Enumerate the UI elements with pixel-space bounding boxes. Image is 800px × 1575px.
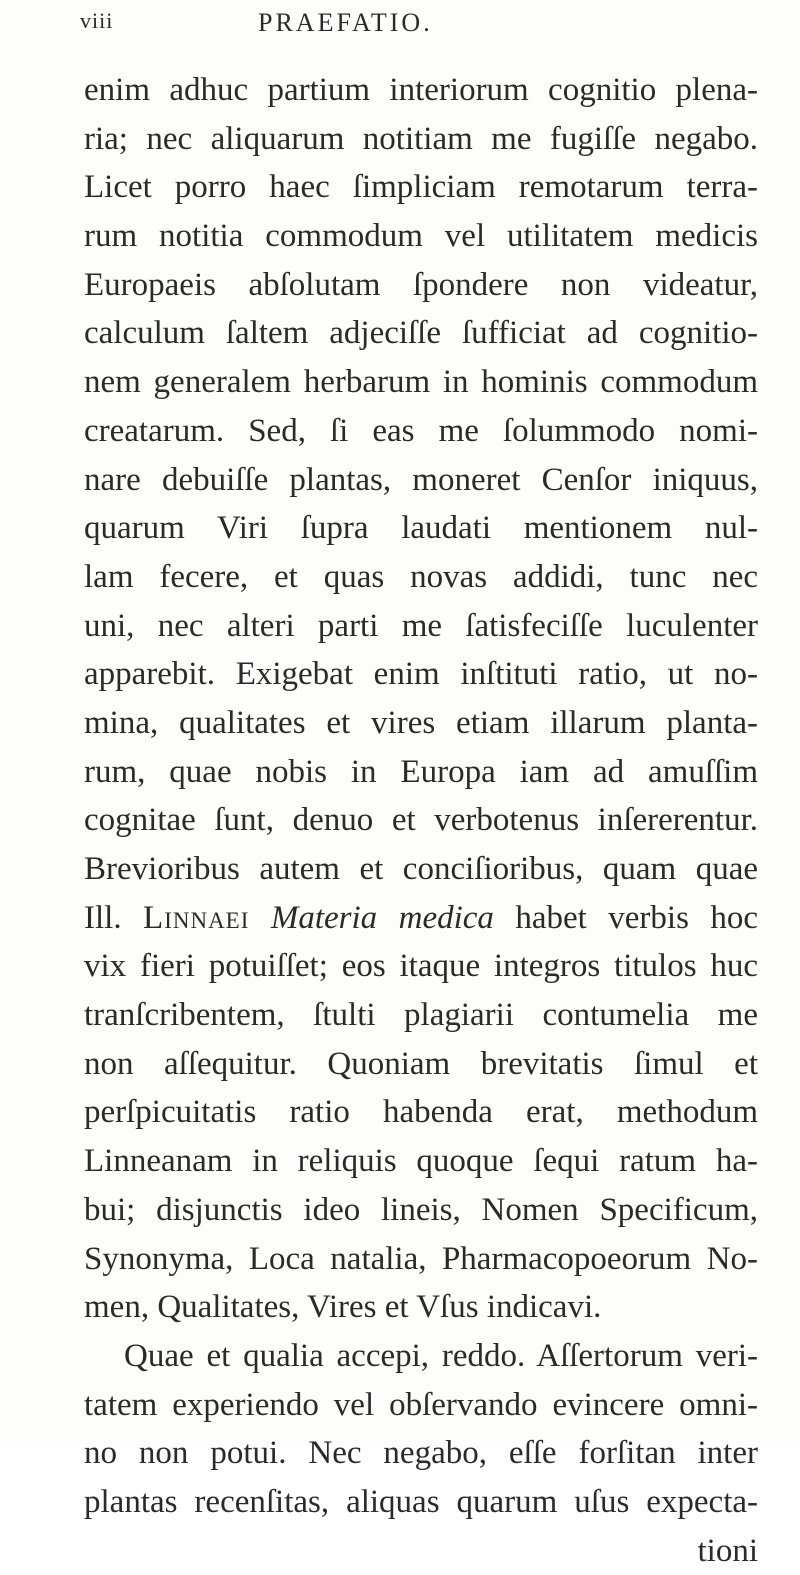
text-line: Synonyma, Loca natalia, Pharmacopoeorum No- bbox=[84, 1240, 758, 1277]
text-line: Brevioribus autem et conciſioribus, quam quae bbox=[84, 851, 758, 887]
text-line: ria; nec aliquarum notitiam me fugiſſe negabo. bbox=[84, 120, 758, 157]
work-title: Materia medica bbox=[270, 899, 494, 936]
text-line-paragraph-start: Quae et qualia accepi, reddo. Aſſertorum veri- bbox=[124, 1337, 758, 1374]
citation-suffix: habet verbis hoc bbox=[515, 899, 759, 936]
text-line: no non potui. Nec negabo, eſſe forſitan inter bbox=[84, 1435, 758, 1472]
text-line: creatarum. Sed, ſi eas me ſolummodo nomi- bbox=[84, 412, 758, 449]
running-head bbox=[80, 8, 780, 48]
text-line: enim adhuc partium interiorum cognitio plena- bbox=[84, 72, 758, 108]
text-line: rum notitia commodum vel utilitatem medicis bbox=[84, 218, 758, 255]
text-line: men, Qualitates, Vires et Vſus indicavi. bbox=[84, 1289, 602, 1326]
running-title: PRAEFATIO. bbox=[258, 8, 433, 37]
text-line: Europaeis abſolutam ſpondere non videatur, bbox=[84, 266, 758, 303]
text-line: non aſſequitur. Quoniam brevitatis ſimul et bbox=[84, 1045, 758, 1082]
text-line: calculum ſaltem adjeciſſe ſufficiat ad cognitio- bbox=[84, 315, 758, 352]
citation-prefix: Ill. bbox=[84, 899, 122, 936]
text-line: Linneanam in reliquis quoque ſequi ratum ha- bbox=[84, 1143, 758, 1180]
text-line: nem generalem herbarum in hominis commodum bbox=[84, 364, 758, 401]
text-line: quarum Viri ſupra laudati mentionem nul- bbox=[84, 510, 758, 547]
text-line: tatem experiendo vel obſervando evincere omni- bbox=[84, 1386, 758, 1423]
text-line: tranſcribentem, ſtulti plagiarii contumelia me bbox=[84, 997, 758, 1034]
page-number: viii bbox=[80, 8, 114, 33]
catchword: tioni bbox=[697, 1532, 758, 1569]
text-line: lam fecere, et quas novas addidi, tunc nec bbox=[84, 558, 758, 595]
body-text bbox=[84, 66, 758, 1575]
text-line: plantas recenſitas, aliquas quarum uſus expecta- bbox=[84, 1483, 758, 1520]
text-line: cognitae ſunt, denuo et verbotenus inſererentur. bbox=[84, 802, 758, 839]
text-line: mina, qualitates et vires etiam illarum planta- bbox=[84, 704, 758, 741]
text-line: Licet porro haec ſimpliciam remotarum terra- bbox=[84, 169, 758, 206]
text-line: rum, quae nobis in Europa iam ad amuſſim bbox=[84, 753, 758, 790]
text-line: bui; disjunctis ideo lineis, Nomen Specificum, bbox=[84, 1191, 758, 1228]
author-name: Linnaei bbox=[143, 899, 250, 936]
text-line: uni, nec alteri parti me ſatisfeciſſe luculenter bbox=[84, 607, 758, 644]
text-line-citation bbox=[84, 894, 758, 943]
text-line: apparebit. Exigebat enim inſtituti ratio, ut no- bbox=[84, 656, 758, 693]
text-line: nare debuiſſe plantas, moneret Cenſor iniquus, bbox=[84, 461, 758, 498]
text-line: vix fieri potuiſſet; eos itaque integros titulos huc bbox=[84, 948, 758, 985]
text-line: perſpicuitatis ratio habenda erat, methodum bbox=[84, 1094, 758, 1131]
